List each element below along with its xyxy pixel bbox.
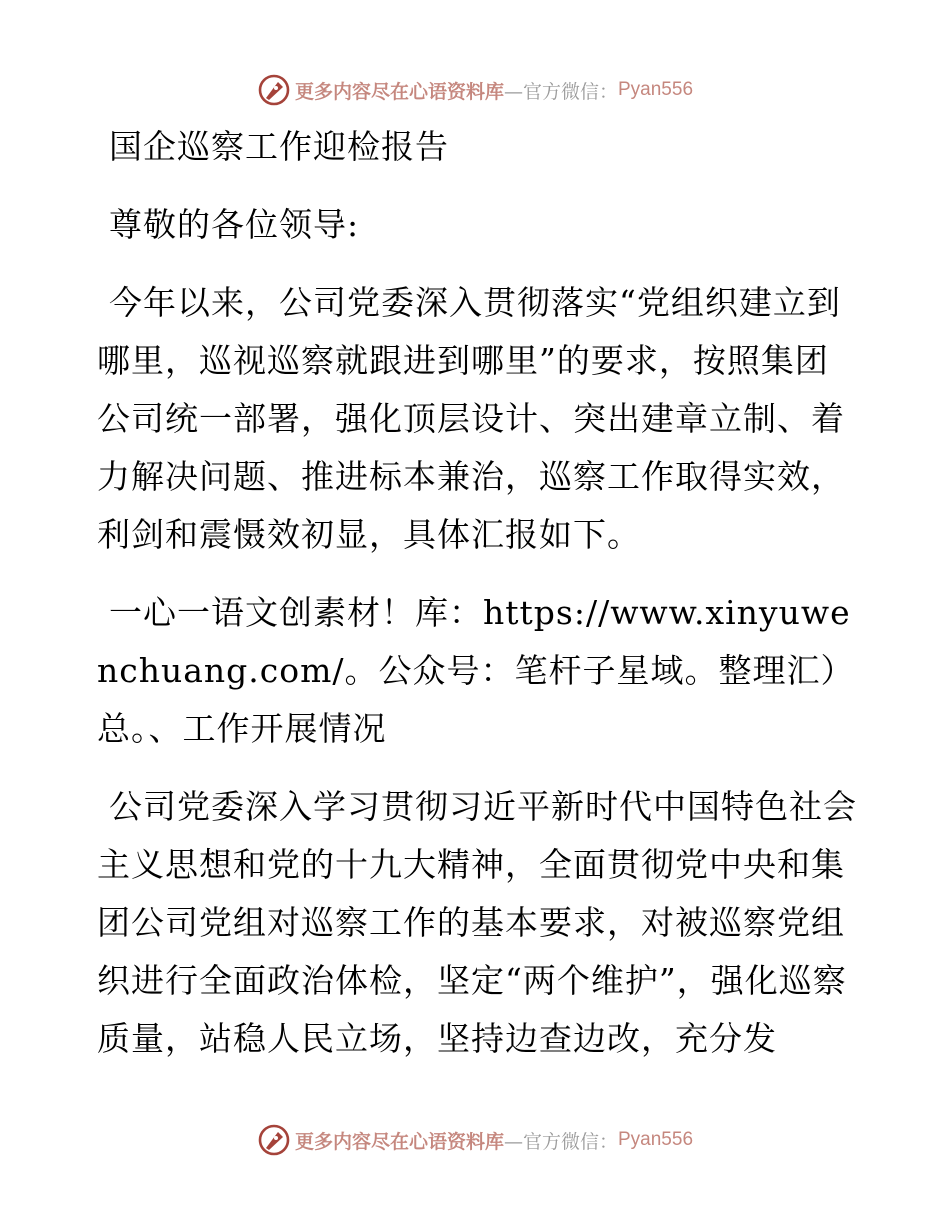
- salutation: 尊敬的各位领导:: [109, 205, 360, 244]
- pen-nib-circle-icon: [257, 1123, 291, 1157]
- watermark-sub-text: —官方微信：: [503, 1130, 618, 1153]
- document-title: 国企巡察工作迎检报告: [109, 127, 449, 166]
- watermark-sub-text: —官方微信：: [503, 80, 618, 103]
- footer-watermark: [0, 1120, 950, 1160]
- header-watermark: [0, 70, 950, 110]
- watermark-wechat-id: Pyan556: [618, 1129, 694, 1150]
- document-body: [97, 118, 857, 1088]
- watermark-main-text: 更多内容尽在心语资料库: [294, 80, 504, 103]
- paragraph-source-note: 一心一语文创素材！库：https://www.xinyuwenchuang.com/。公众号：笔杆子星域。整理汇）总。、工作开展情况: [97, 593, 855, 748]
- pen-nib-circle-icon: [257, 73, 291, 107]
- paragraph-intro: 今年以来，公司党委深入贯彻落实“党组织建立到哪里，巡视巡察就跟进到哪里”的要求，按照集团公司统一部署，强化顶层设计、突出建章立制、着力解决问题、推进标本兼治，巡察工作取得实效，利剑和震慑效初显，具体汇报如下。: [97, 283, 845, 554]
- watermark-wechat-id: Pyan556: [618, 79, 694, 100]
- watermark-main-text: 更多内容尽在心语资料库: [294, 1130, 504, 1153]
- paragraph-work-status: 公司党委深入学习贯彻习近平新时代中国特色社会主义思想和党的十九大精神，全面贯彻党中央和集团公司党组对巡察工作的基本要求，对被巡察党组织进行全面政治体检，坚定“两个维护”，强化巡察质量，站稳人民立场，坚持边查边改，充分发: [97, 787, 857, 1058]
